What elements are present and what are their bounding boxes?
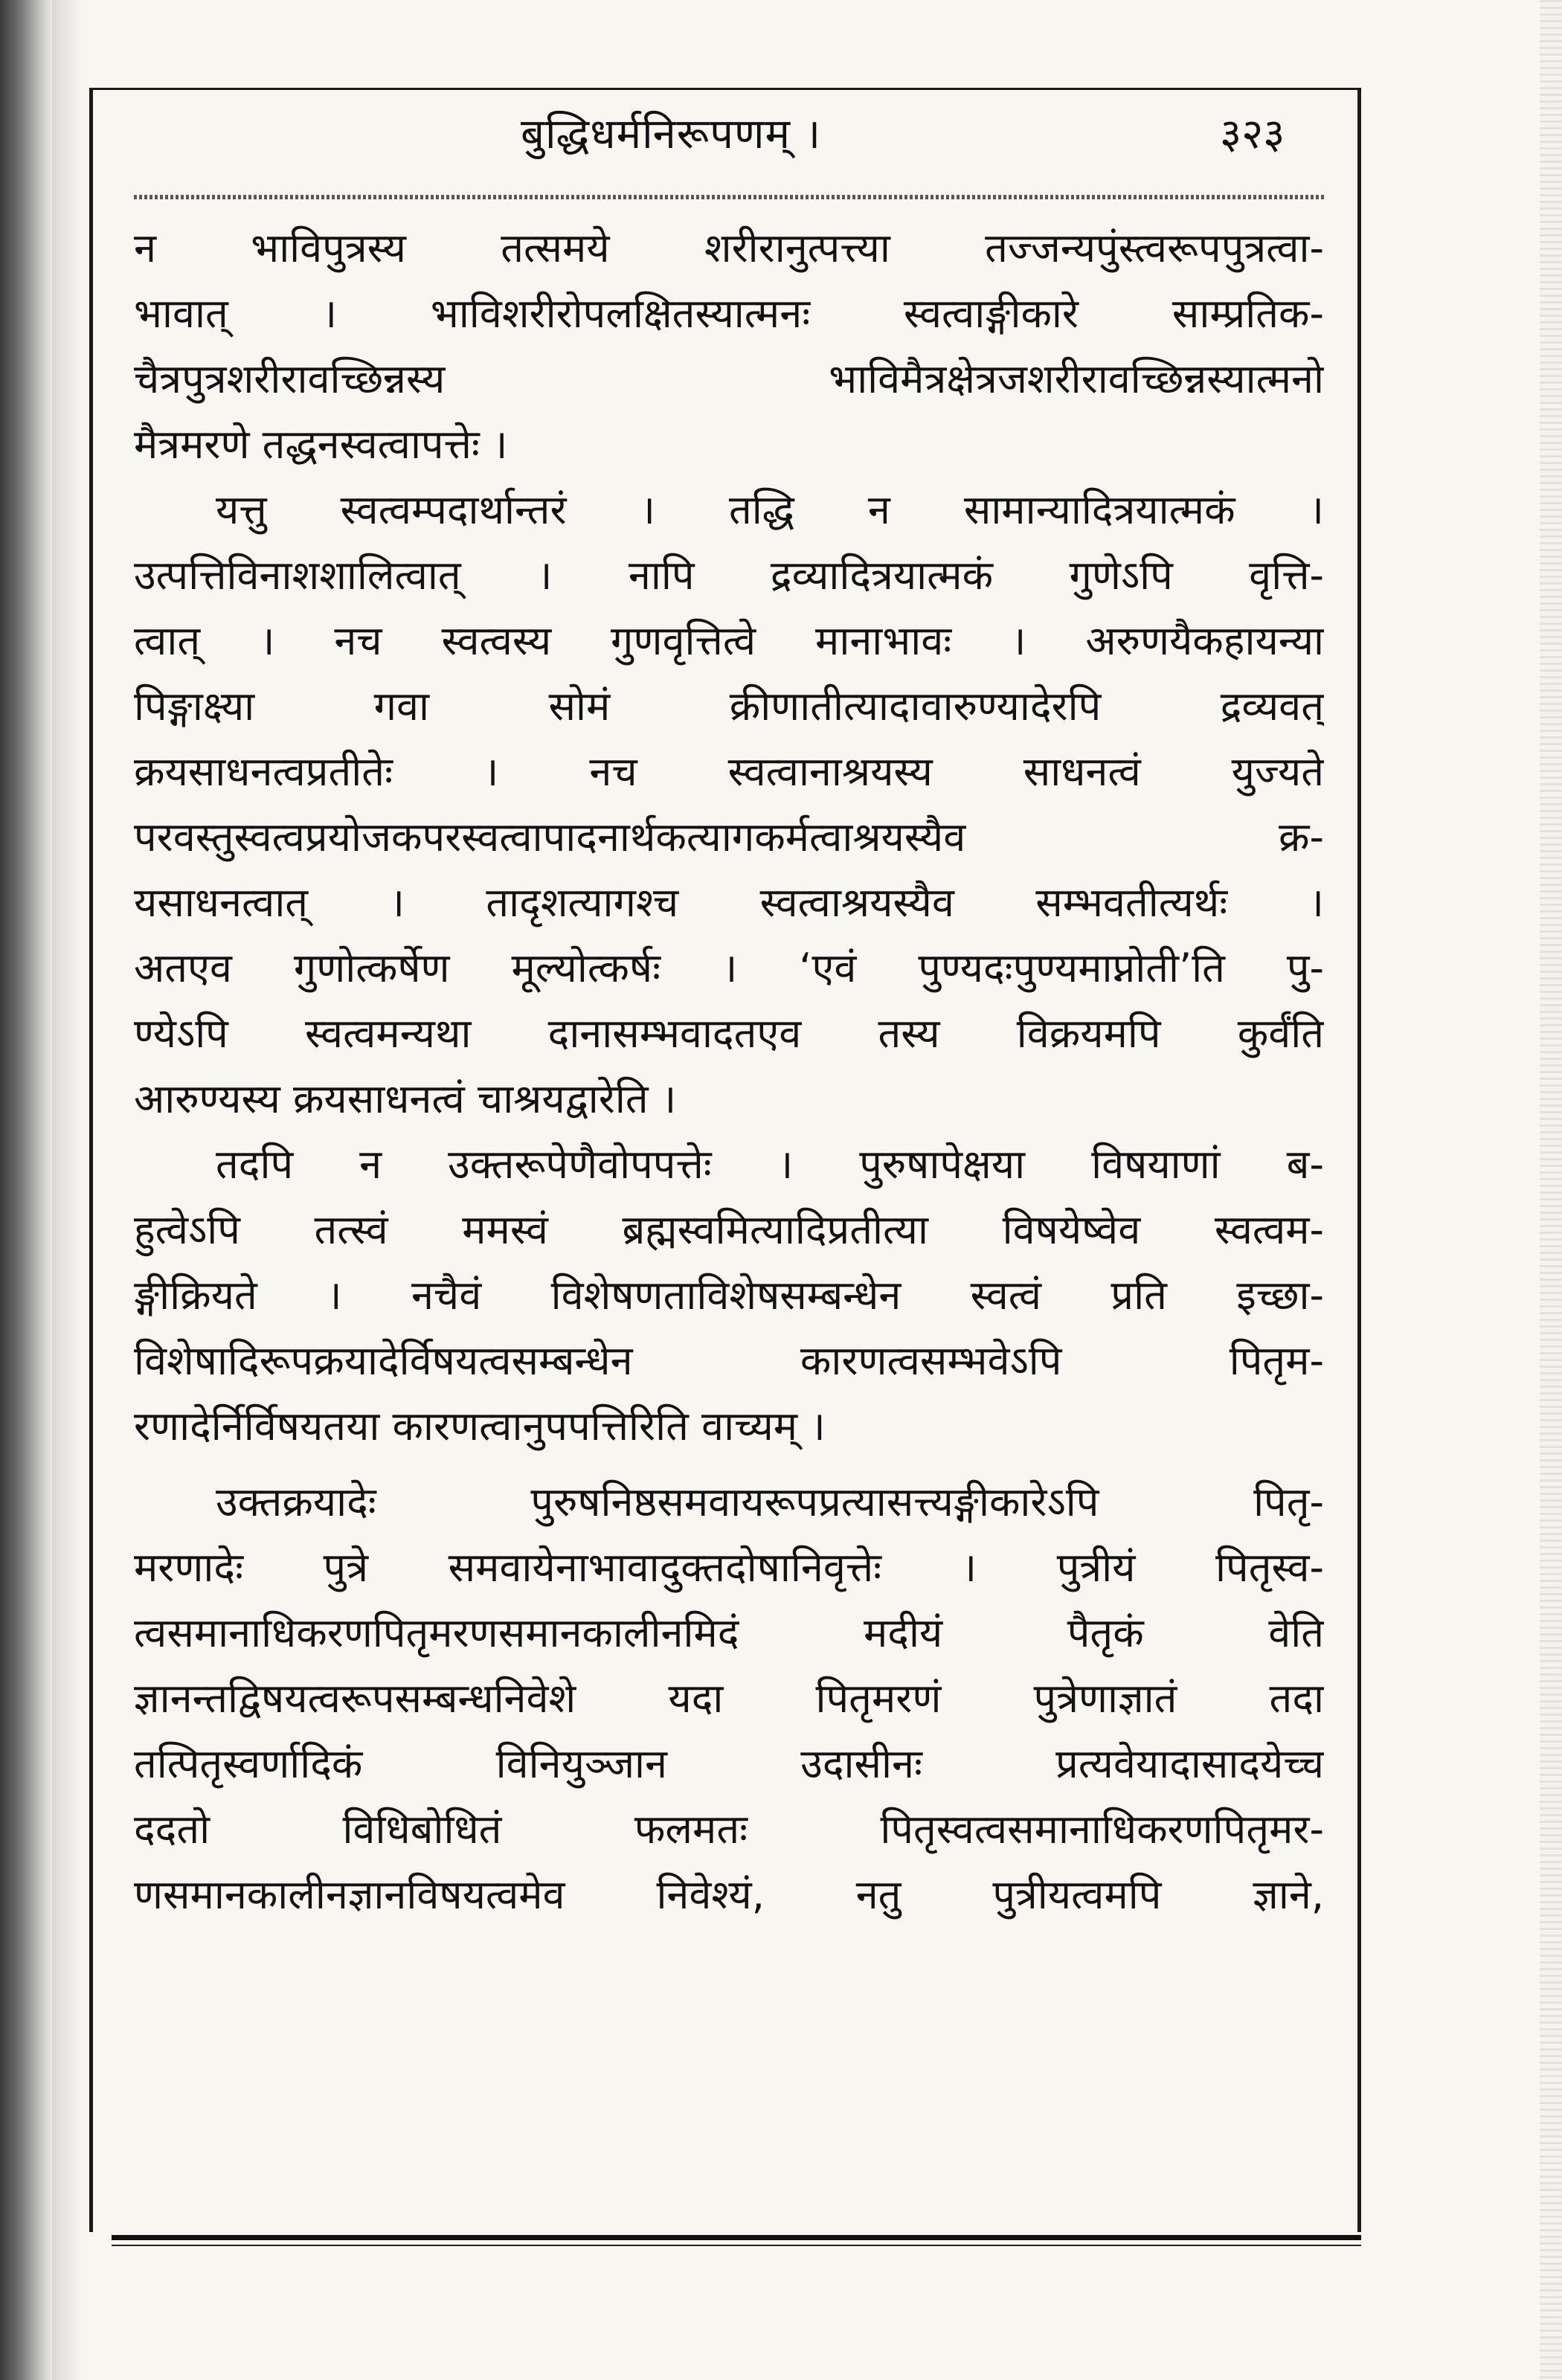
paragraph-gap — [134, 1459, 1324, 1470]
text-line: उक्तक्रयादेः पुरुषनिष्ठसमवायरूपप्रत्यासत्त्यङ्गीकारेऽपि पितृ- — [216, 1479, 1324, 1525]
text-line: त्वात् । नच स्वत्वस्य गुणवृत्तित्वे मानाभावः । अरुणयैकहायन्या — [134, 617, 1324, 664]
text-line: ङ्गीक्रियते । नचैवं विशेषणताविशेषसम्बन्धेन स्वत्वं प्रति इच्छा- — [134, 1272, 1324, 1319]
text-line: यसाधनत्वात् । तादृशत्यागश्च स्वत्वाश्रयस्यैव सम्भवतीत्यर्थः । — [134, 879, 1324, 926]
gutter-shadow — [52, 0, 82, 2380]
text-line: णसमानकालीनज्ञानविषयत्वमेव निवेश्यं, नतु पुत्रीयत्वमपि ज्ञाने, — [134, 1871, 1324, 1918]
paragraph-4 — [134, 1470, 1324, 1928]
text-line: मैत्रमरणे तद्धनस्वत्वापत्तेः । — [134, 421, 508, 468]
body-text — [134, 216, 1324, 1928]
text-line: त्वसमानाधिकरणपितृमरणसमानकालीनमिदं मदीयं पैतृकं वेति — [134, 1609, 1324, 1656]
text-line: अतएव गुणोत्कर्षेण मूल्योत्कर्षः । ‘एवं पुण्यदःपुण्यमाप्नोती’ति पु- — [134, 945, 1324, 991]
text-line: क्रयसाधनत्वप्रतीतेः । नच स्वत्वानाश्रयस्य साधनत्वं युज्यते — [134, 748, 1324, 795]
text-line: चैत्रपुत्रशरीरावच्छिन्नस्य भाविमैत्रक्षेत्रजशरीरावच्छिन्नस्यात्मनो — [134, 356, 1324, 402]
text-line: भावात् । भाविशरीरोपलक्षितस्यात्मनः स्वत्वाङ्गीकारे साम्प्रतिक- — [134, 290, 1324, 337]
text-line: आरुण्यस्य क्रयसाधनत्वं चाश्रयद्वारेति । — [134, 1075, 677, 1122]
text-line: पिङ्गाक्ष्या गवा सोमं क्रीणातीत्यादावारुण्यादेरपि द्रव्यवत् — [134, 683, 1324, 730]
binding-gutter — [0, 0, 52, 2380]
text-line: यत्तु स्वत्वम्पदार्थान्तरं । तद्धि न सामान्यादित्रयात्मकं । — [216, 486, 1324, 533]
running-title: बुद्धिधर्मनिरूपणम् । — [521, 110, 822, 158]
text-line: परवस्तुस्वत्वप्रयोजकपरस्वत्वापादनार्थकत्यागकर्मत्वाश्रयस्यैव क्र- — [134, 814, 1324, 861]
text-line: न भाविपुत्रस्य तत्समये शरीरानुत्पत्त्या तज्जन्यपुंस्त्वरूपपुत्रत्वा- — [134, 225, 1324, 271]
frame-bottom-thin-rule — [112, 2245, 1361, 2246]
page-number: ३२३ — [1220, 110, 1285, 158]
header-rule — [134, 195, 1324, 199]
text-line: तत्पितृस्वर्णादिकं विनियुञ्जान उदासीनः प्रत्यवेयादासादयेच्च — [134, 1740, 1324, 1787]
text-line: रणादेर्निर्विषयतया कारणत्वानुपपत्तिरिति वाच्यम् । — [134, 1403, 826, 1450]
page-edge — [1540, 0, 1562, 2380]
paragraph-3 — [134, 1132, 1324, 1459]
text-line: विशेषादिरूपक्रयादेर्विषयत्वसम्बन्धेन कारणत्वसम्भवेऽपि पितृम- — [134, 1337, 1324, 1384]
text-line: ददतो विधिबोधितं फलमतः पितृस्वत्वसमानाधिकरणपितृमर- — [134, 1806, 1324, 1853]
text-line: ज्ञानन्तद्विषयत्वरूपसम्बन्धनिवेशे यदा पितृमरणं पुत्रेणाज्ञातं तदा — [134, 1675, 1324, 1722]
text-line: हुत्वेऽपि तत्स्वं ममस्वं ब्रह्मस्वमित्यादिप्रतीत्या विषयेष्वेव स्वत्वम- — [134, 1206, 1324, 1253]
frame-bottom-rule — [112, 2235, 1361, 2240]
text-line: तदपि न उक्तरूपेणैवोपपत्तेः । पुरुषापेक्षया विषयाणां ब- — [216, 1141, 1324, 1188]
text-line: मरणादेः पुत्रे समवायेनाभावादुक्तदोषानिवृत्तेः । पुत्रीयं पितृस्व- — [134, 1544, 1324, 1591]
text-line: उत्पत्तिविनाशशालित्वात् । नापि द्रव्यादित्रयात्मकं गुणेऽपि वृत्ति- — [134, 552, 1324, 599]
text-line: ण्येऽपि स्वत्वमन्यथा दानासम्भवादतएव तस्य विक्रयमपि कुर्वंति — [134, 1010, 1324, 1057]
paragraph-1 — [134, 216, 1324, 477]
paragraph-2 — [134, 477, 1324, 1132]
